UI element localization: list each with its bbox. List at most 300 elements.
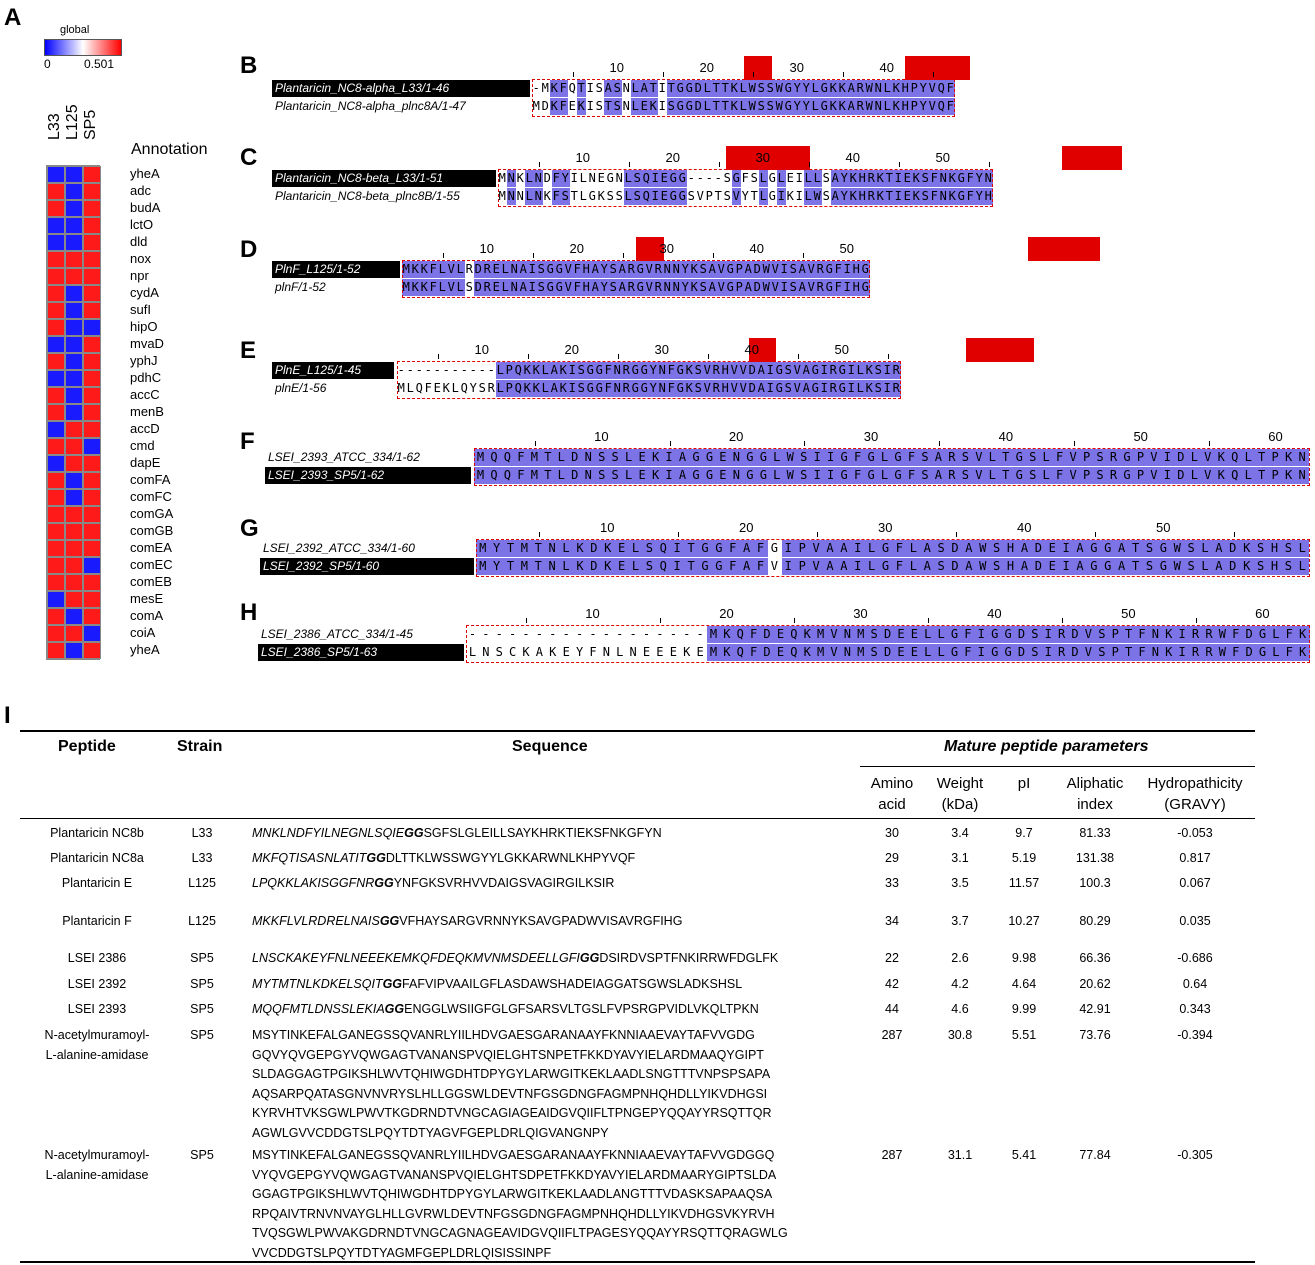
residue: I — [1059, 540, 1073, 557]
residue: I — [843, 262, 852, 276]
residue: - — [478, 363, 487, 377]
residue: R — [892, 363, 901, 377]
residue: - — [532, 81, 541, 95]
subheader-gravy: Hydropathicity (GRAVY) — [1147, 775, 1243, 813]
residue: D — [1069, 644, 1082, 661]
residue: W — [784, 449, 797, 466]
cell-sequence — [252, 949, 778, 969]
residue: V — [771, 280, 780, 294]
residue: F — [573, 280, 582, 294]
residue: D — [1069, 626, 1082, 643]
mature-sequence: ENGGLWSIIGFGLGFSARSVLTGSLFVPSRGPVIDLVKQLTPKN — [404, 1002, 759, 1016]
residue: G — [636, 280, 645, 294]
residue: - — [696, 627, 705, 641]
heatmap-cell — [47, 472, 65, 489]
sequence-name: Plantaricin_NC8-beta_L33/1-51 — [272, 170, 496, 187]
residue: G — [743, 467, 756, 484]
residue: L — [622, 467, 635, 484]
residue: T — [1122, 626, 1135, 643]
residue: Q — [787, 626, 800, 643]
panel-letter-h: H — [240, 599, 258, 626]
ruler-tick — [989, 162, 990, 167]
residue: K — [876, 171, 885, 185]
residue: M — [474, 467, 487, 484]
residue: T — [885, 171, 894, 185]
residue: R — [892, 381, 901, 395]
residue: S — [1184, 558, 1198, 575]
residue: Y — [490, 540, 504, 557]
ruler-tick — [539, 532, 540, 537]
residue: S — [789, 262, 798, 276]
residue: H — [852, 280, 861, 294]
residue: W — [976, 540, 990, 557]
mature-sequence: FAFVIPVAAILGFLASDAWSHADEIAGGATSGWSLADKSHSL — [402, 977, 743, 991]
heatmap-cell — [47, 200, 65, 217]
residue: D — [587, 558, 601, 575]
residue: K — [573, 540, 587, 557]
residue: N — [510, 262, 519, 276]
residue: D — [1015, 644, 1028, 661]
residue: F — [667, 381, 676, 395]
residue: E — [433, 381, 442, 395]
residue: Q — [460, 381, 469, 395]
residue: L — [865, 540, 879, 557]
residue: T — [541, 467, 554, 484]
cell-amino-acid: 30 — [885, 826, 899, 840]
residue: A — [1073, 558, 1087, 575]
cell-aliphatic-index: 80.29 — [1079, 914, 1111, 928]
residue: Q — [642, 189, 651, 203]
gene-label: sufI — [130, 302, 151, 317]
cell-sequence — [252, 912, 682, 932]
residue: N — [545, 540, 559, 557]
ruler-tick — [670, 441, 671, 446]
residue: W — [748, 99, 757, 113]
heatmap-cell — [65, 506, 83, 523]
gene-label: accC — [130, 387, 160, 402]
cell-peptide: Plantaricin NC8b — [50, 826, 144, 840]
residue: K — [912, 171, 921, 185]
residue: P — [705, 189, 714, 203]
residue: I — [975, 644, 988, 661]
residue: S — [921, 171, 930, 185]
residue: W — [775, 81, 784, 95]
residue: G — [685, 81, 694, 95]
heatmap-cell — [65, 336, 83, 353]
residue: - — [687, 171, 696, 185]
residue: - — [397, 363, 406, 377]
residue: K — [1162, 626, 1175, 643]
residue: V — [770, 559, 779, 573]
residue: E — [615, 558, 629, 575]
residue: - — [415, 363, 424, 377]
residue: F — [930, 189, 939, 203]
ruler-tick-label: 10 — [609, 60, 624, 75]
residue: K — [522, 645, 531, 659]
residue: S — [1095, 626, 1108, 643]
residue: K — [543, 189, 552, 203]
ruler-tick-label: 20 — [739, 520, 754, 535]
residue: R — [712, 381, 721, 395]
residue: G — [743, 449, 756, 466]
cell-sequence — [252, 824, 662, 844]
gene-label: mesE — [130, 591, 164, 606]
residue: D — [1032, 558, 1046, 575]
cell-peptide: Plantaricin E — [61, 876, 133, 890]
residue: A — [676, 449, 689, 466]
residue: Y — [649, 381, 658, 395]
residue: K — [573, 558, 587, 575]
residue: P — [505, 363, 514, 377]
ruler-tick — [663, 72, 664, 77]
residue: G — [811, 381, 820, 395]
residue: N — [663, 280, 672, 294]
residue: K — [597, 189, 606, 203]
residue: A — [757, 381, 766, 395]
panel-letter-f: F — [240, 428, 255, 455]
heatmap-cell — [47, 642, 65, 659]
residue: I — [780, 262, 789, 276]
residue: D — [1015, 626, 1028, 643]
residue: V — [1067, 467, 1080, 484]
alignment-dashed-frame — [476, 539, 1310, 577]
residue: I — [795, 189, 804, 203]
residue: N — [939, 171, 948, 185]
residue: T — [712, 81, 721, 95]
ruler-tick — [933, 72, 934, 77]
residue: G — [712, 558, 726, 575]
residue: A — [798, 280, 807, 294]
residue: N — [663, 262, 672, 276]
residue: - — [535, 627, 544, 641]
cell-peptide: Plantaricin NC8a — [50, 851, 144, 865]
residue: F — [559, 99, 568, 113]
residue: N — [629, 645, 638, 659]
residue: N — [582, 467, 595, 484]
residue: E — [696, 645, 705, 659]
residue: A — [962, 558, 976, 575]
cell-aliphatic-index: 20.62 — [1079, 977, 1111, 991]
residue: G — [861, 262, 870, 276]
residue: A — [1115, 558, 1129, 575]
residue: L — [631, 81, 640, 95]
residue: H — [582, 262, 591, 276]
residue: F — [966, 171, 975, 185]
heatmap-cell — [47, 421, 65, 438]
residue: L — [496, 363, 505, 377]
residue: E — [716, 449, 729, 466]
residue: F — [573, 262, 582, 276]
residue: F — [946, 81, 955, 95]
legend-max: 0.501 — [84, 57, 115, 71]
residue: D — [881, 626, 894, 643]
residue: V — [807, 262, 816, 276]
ruler-tick — [1074, 441, 1075, 446]
residue: A — [847, 99, 856, 113]
heatmap-cell — [65, 523, 83, 540]
residue: K — [786, 189, 795, 203]
residue: G — [676, 99, 685, 113]
residue: G — [768, 171, 777, 185]
residue: A — [802, 381, 811, 395]
ruler-tick — [623, 253, 624, 258]
heatmap-cell — [65, 489, 83, 506]
residue: R — [1189, 644, 1202, 661]
residue: S — [595, 81, 604, 95]
ruler-tick-label: 20 — [564, 342, 579, 357]
residue: - — [705, 171, 714, 185]
residue: G — [820, 81, 829, 95]
cell-gravy: 0.343 — [1179, 1002, 1211, 1016]
gene-label: cmd — [130, 438, 155, 453]
residue: G — [838, 363, 847, 377]
residue: D — [1174, 449, 1187, 466]
subheader-aliphatic-index: Aliphatic index — [1066, 775, 1124, 813]
cell-strain: L125 — [188, 876, 216, 890]
residue: S — [874, 363, 883, 377]
residue: L — [739, 99, 748, 113]
ruler-tick — [528, 354, 529, 359]
residue: M — [707, 644, 720, 661]
heatmap-cell — [83, 302, 101, 319]
residue: K — [1282, 467, 1295, 484]
residue: D — [568, 449, 581, 466]
residue: K — [1215, 467, 1228, 484]
ruler-tick — [713, 253, 714, 258]
residue: S — [1282, 558, 1296, 575]
residue: - — [460, 363, 469, 377]
residue: F — [930, 171, 939, 185]
residue: V — [771, 262, 780, 276]
residue: L — [883, 99, 892, 113]
residue: - — [683, 627, 691, 641]
heatmap-cell — [47, 438, 65, 455]
residue: I — [811, 449, 824, 466]
residue: I — [658, 81, 667, 95]
ruler-tick-label: 10 — [479, 241, 494, 256]
heatmap-cell — [65, 166, 83, 183]
residue: G — [685, 99, 694, 113]
residue: P — [1109, 626, 1122, 643]
residue: Y — [649, 363, 658, 377]
leader-sequence: MQQFMTLDNSSLEKIA — [252, 1002, 385, 1016]
residue: K — [1296, 626, 1309, 643]
residue: N — [622, 99, 631, 113]
residue: G — [669, 171, 678, 185]
residue: I — [1059, 558, 1073, 575]
cell-strain: SP5 — [190, 1002, 214, 1016]
residue: K — [690, 280, 699, 294]
subheader-pi: pI — [1017, 775, 1031, 792]
residue: F — [514, 449, 527, 466]
subheader-amino-acid: Amino acid — [870, 775, 914, 813]
residue: K — [730, 81, 739, 95]
residue: - — [669, 627, 678, 641]
residue: N — [1296, 467, 1309, 484]
alignment-dashed-frame — [498, 169, 993, 207]
heatmap-cell — [65, 472, 83, 489]
residue: K — [420, 280, 429, 294]
residue: T — [714, 189, 723, 203]
alignment-dashed-frame — [397, 361, 901, 399]
cell-amino-acid: 34 — [885, 914, 899, 928]
residue: S — [465, 280, 474, 294]
double-glycine-motif: GG — [366, 851, 386, 865]
ruler-tick-label: 20 — [665, 150, 680, 165]
residue: G — [988, 644, 1001, 661]
residue: T — [1129, 540, 1143, 557]
residue: L — [438, 262, 447, 276]
residue: I — [847, 363, 856, 377]
residue: - — [642, 627, 651, 641]
residue: K — [948, 189, 957, 203]
residue: V — [739, 381, 748, 395]
residue: G — [1157, 558, 1171, 575]
residue: Q — [657, 540, 671, 557]
residue: R — [483, 262, 492, 276]
residue: A — [740, 558, 754, 575]
residue: T — [684, 540, 698, 557]
residue: G — [838, 381, 847, 395]
residue: K — [1215, 449, 1228, 466]
residue: Q — [514, 381, 523, 395]
residue: A — [640, 81, 649, 95]
residue: E — [908, 644, 921, 661]
residue: D — [474, 262, 483, 276]
cell-peptide: LSEI 2386 — [67, 951, 127, 965]
residue: G — [1087, 558, 1101, 575]
residue: G — [698, 558, 712, 575]
cell-gravy: -0.305 — [1177, 1148, 1213, 1162]
residue: A — [1212, 558, 1226, 575]
residue: I — [847, 381, 856, 395]
residue: V — [972, 467, 985, 484]
residue: K — [892, 99, 901, 113]
residue: N — [622, 81, 631, 95]
residue: F — [961, 626, 974, 643]
residue: I — [766, 363, 775, 377]
residue: I — [824, 449, 837, 466]
cell-pi: 5.51 — [1011, 1028, 1037, 1042]
heatmap-cell — [47, 523, 65, 540]
residue: H — [901, 81, 910, 95]
residue: G — [1256, 626, 1269, 643]
residue: E — [562, 645, 571, 659]
ruler-tick-label: 50 — [834, 342, 849, 357]
panel-letter-a: A — [4, 4, 22, 31]
residue: G — [676, 381, 685, 395]
residue: L — [770, 449, 783, 466]
cell-strain: L33 — [191, 851, 213, 865]
residue: G — [1002, 644, 1015, 661]
heatmap-cell — [65, 387, 83, 404]
ruler-tick-label: 20 — [699, 60, 714, 75]
residue: G — [784, 81, 793, 95]
ruler-tick — [708, 354, 709, 359]
ruler-tick-label: 10 — [594, 429, 609, 444]
residue: F — [589, 645, 598, 659]
residue: - — [424, 363, 433, 377]
residue: M — [814, 644, 827, 661]
residue: S — [784, 381, 793, 395]
residue: V — [928, 99, 937, 113]
residue: S — [609, 467, 622, 484]
residue: G — [825, 262, 834, 276]
residue: D — [543, 171, 552, 185]
residue: R — [654, 262, 663, 276]
sequence-name: Plantaricin_NC8-alpha_plnc8A/1-47 — [275, 99, 466, 113]
residue: S — [784, 363, 793, 377]
residue: D — [474, 280, 483, 294]
residue: D — [1032, 540, 1046, 557]
cell-pi: 4.64 — [1011, 977, 1037, 991]
residue: G — [690, 467, 703, 484]
residue: K — [649, 467, 662, 484]
residue: I — [777, 189, 786, 203]
residue: I — [782, 540, 796, 557]
panel-letter-i: I — [4, 702, 11, 729]
heatmap-cell — [47, 489, 65, 506]
leader-sequence: LNSCKAKEYFNLNEEEKEMKQFDEQKMVNMSDEELLGFI — [252, 951, 580, 965]
residue: F — [747, 626, 760, 643]
residue: F — [424, 381, 433, 395]
residue: R — [654, 280, 663, 294]
legend-min: 0 — [44, 57, 51, 71]
ruler-tick-label: 30 — [863, 429, 879, 444]
residue: K — [838, 81, 847, 95]
residue: K — [801, 626, 814, 643]
residue: S — [1028, 644, 1041, 661]
residue: S — [478, 381, 487, 395]
ruler-tick — [535, 441, 536, 446]
residue: L — [770, 467, 783, 484]
residue: T — [532, 558, 546, 575]
residue: E — [660, 171, 669, 185]
heatmap-cell — [65, 268, 83, 285]
residue: M — [498, 171, 507, 185]
residue: D — [1174, 467, 1187, 484]
residue: L — [559, 558, 573, 575]
cell-gravy: -0.053 — [1177, 826, 1213, 840]
residue: W — [762, 280, 771, 294]
double-glycine-motif: GG — [384, 1002, 405, 1016]
residue: L — [525, 171, 534, 185]
residue: D — [753, 280, 762, 294]
heatmap-cell — [47, 217, 65, 234]
residue: E — [656, 645, 665, 659]
heatmap-cell — [65, 557, 83, 574]
cell-weight: 3.4 — [951, 826, 969, 840]
residue: S — [667, 99, 676, 113]
mature-sequence: DLTTKLWSSWGYYLGKKARWNLKHPYVQF — [385, 851, 636, 865]
residue: D — [748, 363, 757, 377]
ruler-tick — [1062, 618, 1063, 623]
cell-strain: SP5 — [190, 1028, 214, 1042]
residue: R — [816, 280, 825, 294]
residue: L — [777, 171, 786, 185]
ruler-tick — [794, 618, 795, 623]
heatmap-cell — [65, 540, 83, 557]
cell-weight: 4.6 — [951, 1002, 969, 1016]
residue: I — [843, 280, 852, 294]
residue: S — [766, 81, 775, 95]
residue: N — [510, 280, 519, 294]
residue: S — [766, 99, 775, 113]
residue: G — [1002, 626, 1015, 643]
residue: K — [649, 449, 662, 466]
residue: S — [934, 558, 948, 575]
ruler-tick — [809, 162, 810, 167]
